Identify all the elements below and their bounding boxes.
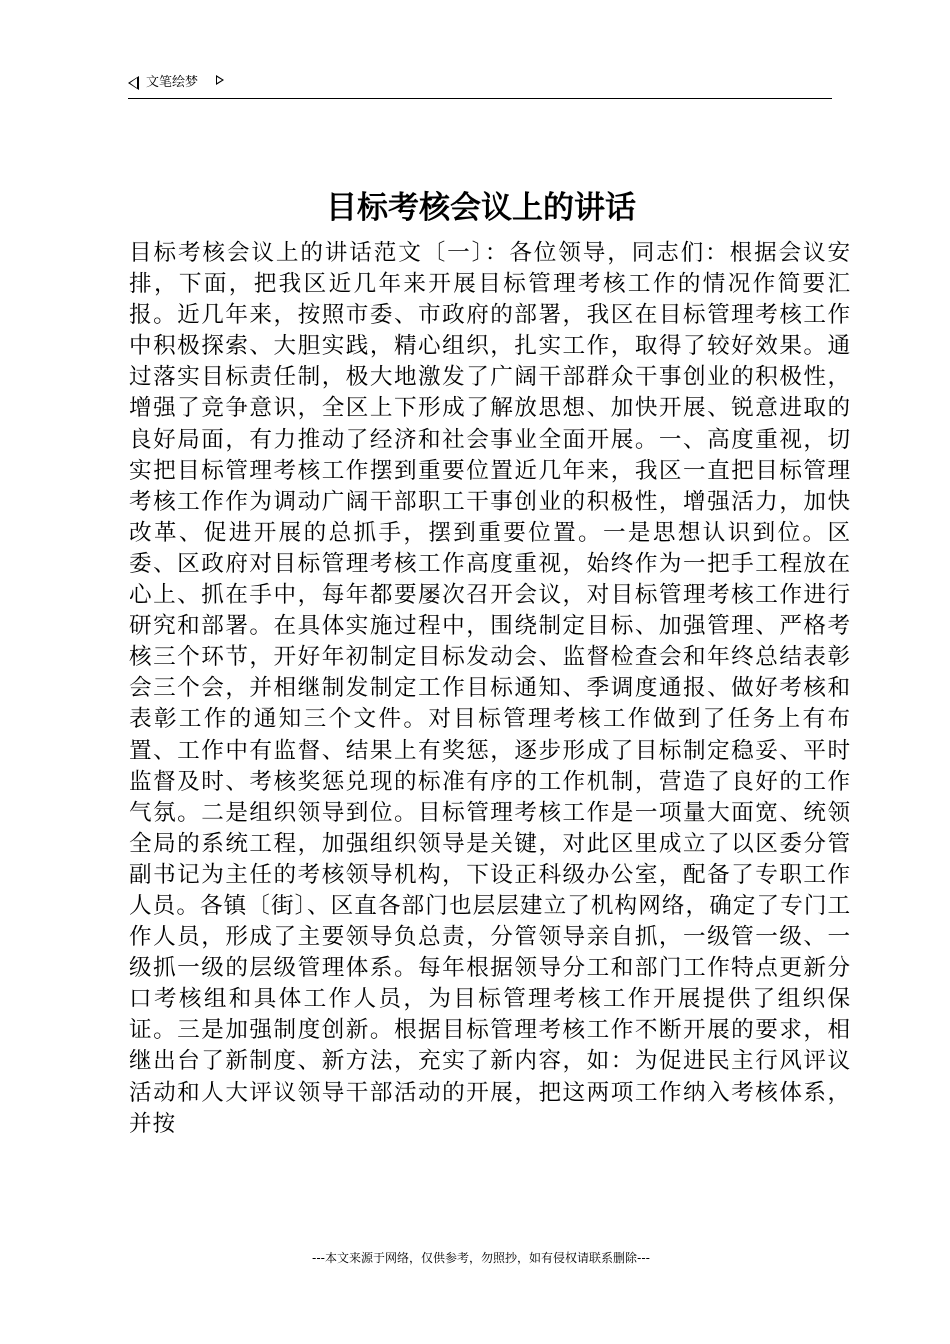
page-header bbox=[128, 72, 832, 99]
document-body: 目标考核会议上的讲话范文〔一〕：各位领导，同志们：根据会议安排，下面，把我区近几年来开展目标管理考核工作的情况作简要汇报。近几年来，按照市委、市政府的部署，我区在目标管理考核工作中积极探索、大胆实践，精心组织，扎实工作，取得了较好效果。通过落实目标责任制，极大地激发了广阔干部群众干事创业的积极性，增强了竞争意识，全区上下形成了解放思想、加快开展、锐意进取的良好局面，有力推动了经济和社会事业全面开展。一、高度重视，切实把目标管理考核工作摆到重要位置近几年来，我区一直把目标管理考核工作作为调动广阔干部职工干事创业的积极性，增强活力，加快改革、促进开展的总抓手，摆到重要位置。一是思想认识到位。区委、区政府对目标管理考核工作高度重视，始终作为一把手工程放在心上、抓在手中，每年都要屡次召开会议，对目标管理考核工作进行研究和部署。在具体实施过程中，围绕制定目标、加强管理、严格考核三个环节，开好年初制定目标发动会、监督检查会和年终总结表彰会三个会，并相继制发制定工作目标通知、季调度通报、做好考核和表彰工作的通知三个文件。对目标管理考核工作做到了任务上有布置、工作中有监督、结果上有奖惩，逐步形成了目标制定稳妥、平时监督及时、考核奖惩兑现的标准有序的工作机制，营造了良好的工作气氛。二是组织领导到位。目标管理考核工作是一项量大面宽、统领全局的系统工程，加强组织领导是关键，对此区里成立了以区委分管副书记为主任的考核领导机构，下设正科级办公室，配备了专职工作人员。各镇〔街〕、区直各部门也层层建立了机构网络，确定了专门工作人员，形成了主要领导负总责，分管领导亲自抓，一级管一级、一级抓一级的层级管理体系。每年根据领导分工和部门工作特点更新分口考核组和具体工作人员，为目标管理考核工作开展提供了组织保证。三是加强制度创新。根据目标管理考核工作不断开展的要求，相继出台了新制度、新方法，充实了新内容，如：为促进民主行风评议活动和人大评议领导干部活动的开展，把这两项工作纳入考核体系，并按 bbox=[129, 240, 851, 1137]
header-brand: 文笔绘梦 bbox=[146, 75, 199, 90]
page-footer-note: ---本文来源于网络，仅供参考，勿照抄，如有侵权请联系删除--- bbox=[312, 1251, 650, 1265]
triangle-right-icon bbox=[216, 75, 224, 85]
document-title: 目标考核会议上的讲话 bbox=[326, 190, 636, 226]
triangle-left-icon bbox=[128, 76, 139, 90]
